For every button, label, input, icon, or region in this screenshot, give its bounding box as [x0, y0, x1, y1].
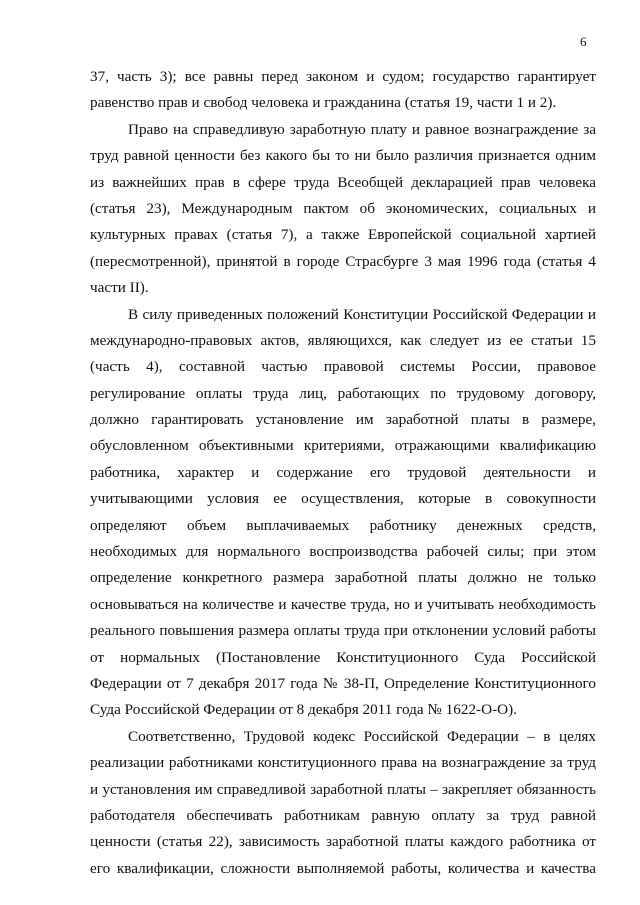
text-line: должно гарантировать установление им заработной платы в размере, — [90, 411, 596, 429]
paragraph-3 — [90, 302, 596, 724]
text-line: учитывающими условия ее осуществления, которые в совокупности — [90, 490, 596, 508]
text-line: работника, характер и содержание его трудовой деятельности и — [90, 463, 596, 481]
text-line: культурных правах (статья 7), а также Европейской социальной хартией — [90, 226, 596, 244]
paragraph-2 — [90, 117, 596, 302]
text-line: части II). — [90, 279, 149, 297]
text-line: необходимых для нормального воспроизводства рабочей силы; при этом — [90, 543, 596, 561]
text-line: Федерации от 7 декабря 2017 года № 38-П, Определение Конституционного — [90, 674, 596, 692]
text-line: равенство прав и свобод человека и гражданина (статья 19, части 1 и 2). — [90, 94, 557, 112]
paragraph-1 — [90, 64, 596, 117]
text-line: его квалификации, сложности выполняемой работы, количества и качества — [90, 859, 596, 877]
page-number: 6 — [580, 34, 587, 49]
text-line: (статья 23), Международным пактом об экономических, социальных и — [90, 199, 596, 217]
text-line: Право на справедливую заработную плату и равное вознаграждение за — [128, 120, 596, 138]
text-line: ценности (статья 22), зависимость заработной платы каждого работника от — [90, 833, 596, 851]
text-line: определение конкретного размера заработной платы должно не только — [90, 569, 596, 587]
text-line: от нормальных (Постановление Конституционного Суда Российской — [90, 648, 596, 666]
text-line: определяют объем выплачиваемых работнику денежных средств, — [90, 516, 596, 534]
text-line: реализации работниками конституционного права на вознаграждение за труд — [90, 754, 596, 772]
text-line: и установления им справедливой заработной платы – закрепляет обязанность — [90, 780, 596, 798]
text-line: (пересмотренной), принятой в городе Страсбурге 3 мая 1996 года (статья 4 — [90, 252, 596, 270]
paragraph-4 — [90, 724, 596, 882]
text-line: реального повышения размера оплаты труда при отклонении условий работы — [90, 622, 596, 640]
text-line: из важнейших прав в сфере труда Всеобщей декларацией прав человека — [90, 173, 596, 191]
text-line: основываться на количестве и качестве труда, но и учитывать необходимость — [90, 595, 596, 613]
text-line: (часть 4), составной частью правовой системы России, правовое — [90, 358, 596, 376]
text-line: обусловленном объективными критериями, отражающими квалификацию — [90, 437, 596, 455]
text-line: Соответственно, Трудовой кодекс Российской Федерации – в целях — [128, 727, 596, 745]
text-line: Суда Российской Федерации от 8 декабря 2011 года № 1622-О-О). — [90, 701, 517, 719]
document-body — [90, 64, 596, 882]
text-line: труд равной ценности без какого бы то ни было различия признается одним — [90, 147, 596, 165]
text-line: работодателя обеспечивать работникам равную оплату за труд равной — [90, 806, 596, 824]
text-line: 37, часть 3); все равны перед законом и судом; государство гарантирует — [90, 68, 596, 85]
text-line: международно-правовых актов, являющихся, как следует из ее статьи 15 — [90, 331, 596, 349]
text-line: В силу приведенных положений Конституции Российской Федерации и — [128, 305, 596, 323]
text-line: регулирование оплаты труда лиц, работающих по трудовому договору, — [90, 384, 596, 402]
